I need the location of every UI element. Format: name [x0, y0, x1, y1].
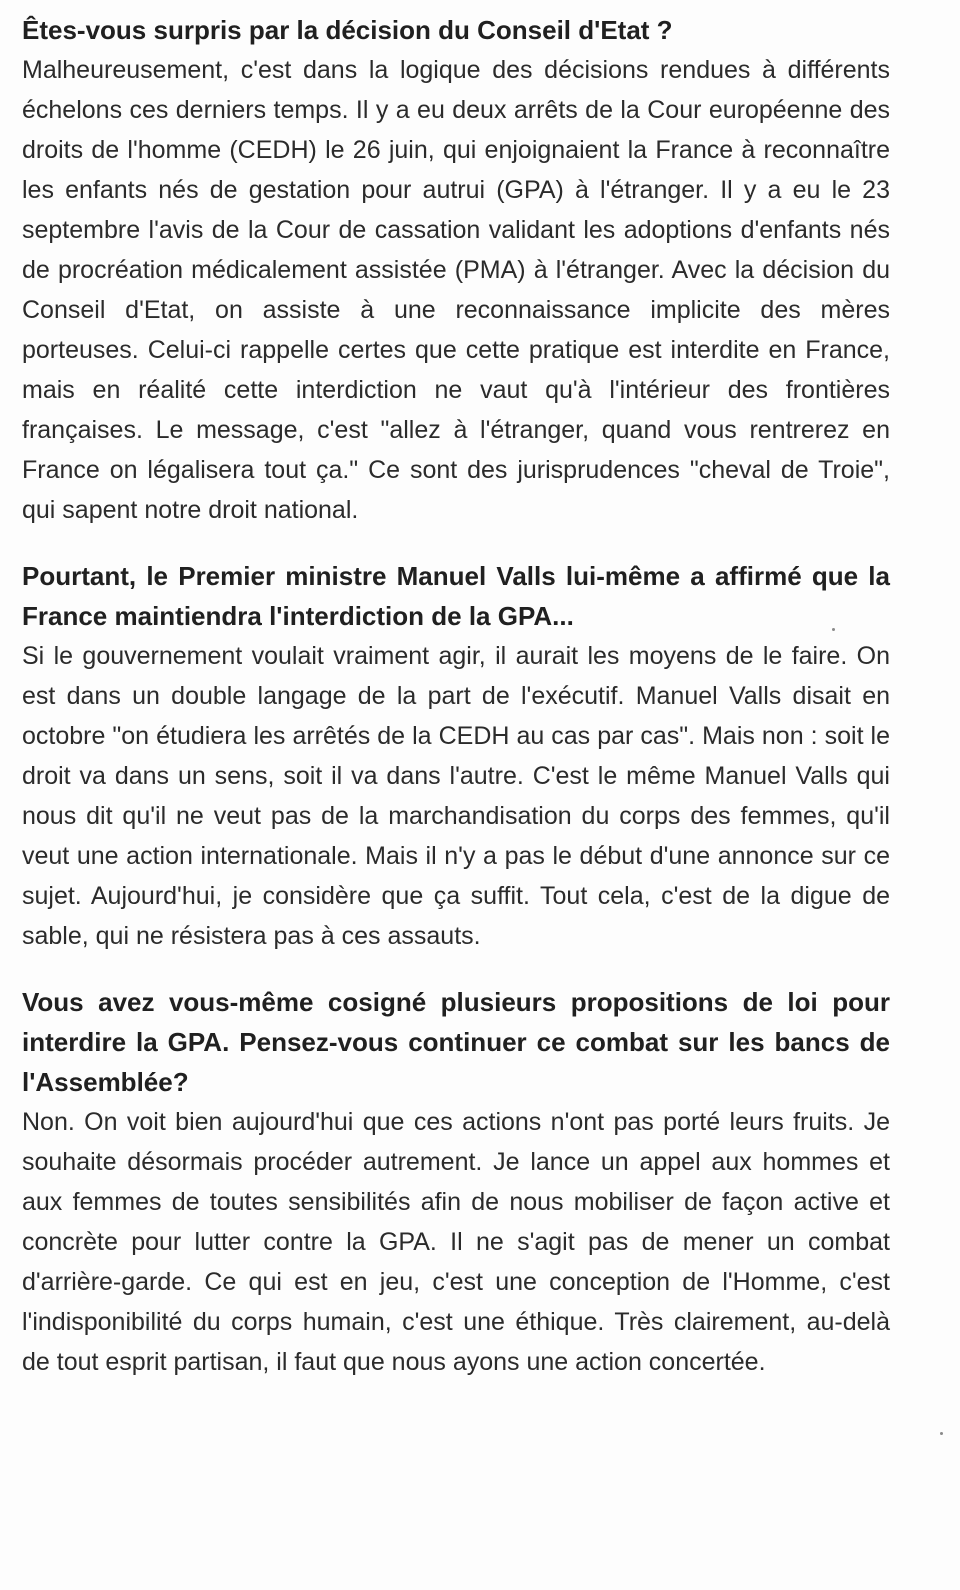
qa-section-1 — [22, 10, 890, 530]
interview-text — [22, 10, 890, 1382]
answer-1: Malheureusement, c'est dans la logique des décisions rendues à différents échelons ces derniers temps. Il y a eu deux arrêts de la Cour européenne des droits de l'homme (CEDH) le 26 juin, qui enjoignaient la France à reconnaître les enfants nés de gestation pour autrui (GPA) à l'étranger. Il y a eu le 23 septembre l'avis de la Cour de cassation validant les adoptions d'enfants nés de procréation médicalement assistée (PMA) à l'étranger. Avec la décision du Conseil d'Etat, on assiste à une reconnaissance implicite des mères porteuses. Celui-ci rappelle certes que cette pratique est interdite en France, mais en réalité cette interdiction ne vaut qu'à l'intérieur des frontières françaises. Le message, c'est "allez à l'étranger, quand vous rentrerez en France on légalisera tout ça." Ce sont des jurisprudences "cheval de Troie", qui sapent notre droit national. — [22, 56, 890, 524]
answer-3: Non. On voit bien aujourd'hui que ces actions n'ont pas porté leurs fruits. Je souhaite désormais procéder autrement. Je lance un appel aux hommes et aux femmes de toutes sensibilités afin de nous mobiliser de façon active et concrète pour lutter contre la GPA. Il ne s'agit pas de mener un combat d'arrière-garde. Ce qui est en jeu, c'est une conception de l'Homme, c'est l'indisponibilité du corps humain, c'est une éthique. Très clairement, au-delà de tout esprit partisan, il faut que nous ayons une action concertée. — [22, 1108, 890, 1376]
question-2: Pourtant, le Premier ministre Manuel Valls lui-même a affirmé que la France maintiendra l'interdiction de la GPA... — [22, 561, 890, 631]
question-1: Êtes-vous surpris par la décision du Conseil d'Etat ? — [22, 15, 673, 45]
qa-section-3 — [22, 982, 890, 1382]
qa-section-2 — [22, 556, 890, 956]
answer-2: Si le gouvernement voulait vraiment agir, il aurait les moyens de le faire. On est dans un double langage de la part de l'exécutif. Manuel Valls disait en octobre "on étudiera les arrêtés de la CEDH au cas par cas". Mais non : soit le droit va dans un sens, soit il va dans l'autre. C'est le même Manuel Valls qui nous dit qu'il ne veut pas de la marchandisation du corps des femmes, qu'il veut une action internationale. Mais il n'y a pas le début d'une annonce sur ce sujet. Aujourd'hui, je considère que ça suffit. Tout cela, c'est de la digue de sable, qui ne résistera pas à ces assauts. — [22, 642, 890, 950]
question-3: Vous avez vous-même cosigné plusieurs propositions de loi pour interdire la GPA. Pensez-vous continuer ce combat sur les bancs de l'Assemblée? — [22, 987, 890, 1097]
scan-speck — [940, 1432, 943, 1435]
scan-speck — [832, 628, 835, 631]
